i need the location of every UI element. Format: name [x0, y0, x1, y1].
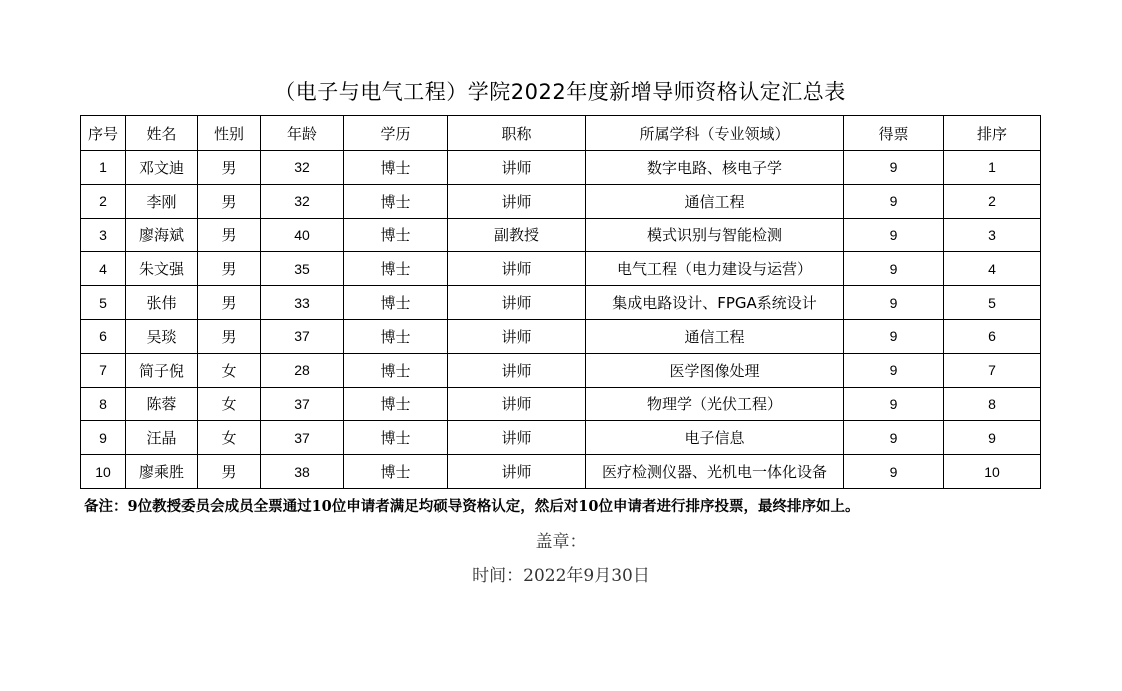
cell-degree: 博士: [344, 421, 448, 455]
cell-degree: 博士: [344, 286, 448, 320]
cell-discipline: 医学图像处理: [586, 353, 844, 387]
cell-rank: 1: [944, 151, 1041, 185]
table-row: [81, 151, 1041, 185]
cell-votes: 9: [844, 286, 944, 320]
cell-name: 张伟: [126, 286, 198, 320]
table-row: [81, 218, 1041, 252]
cell-degree: 博士: [344, 151, 448, 185]
cell-rank: 10: [944, 455, 1041, 489]
cell-discipline: 通信工程: [586, 184, 844, 218]
cell-gender: 男: [198, 184, 261, 218]
table-row: [81, 286, 1041, 320]
cell-age: 37: [261, 319, 344, 353]
cell-index: 4: [81, 252, 126, 286]
header-name: 姓名: [126, 116, 198, 151]
cell-title: 讲师: [448, 286, 586, 320]
cell-age: 32: [261, 151, 344, 185]
cell-votes: 9: [844, 151, 944, 185]
seal-label: 盖章：: [535, 532, 587, 552]
cell-index: 2: [81, 184, 126, 218]
cell-name: 朱文强: [126, 252, 198, 286]
header-rank: 排序: [944, 116, 1041, 151]
cell-title: 讲师: [448, 353, 586, 387]
cell-rank: 6: [944, 319, 1041, 353]
table-row: [81, 319, 1041, 353]
advisor-summary-table: [80, 115, 1041, 489]
cell-votes: 9: [844, 387, 944, 421]
cell-name: 汪晶: [126, 421, 198, 455]
date-label: 时间：2022年9月30日: [472, 566, 650, 586]
cell-rank: 9: [944, 421, 1041, 455]
cell-gender: 女: [198, 421, 261, 455]
cell-discipline: 数字电路、核电子学: [586, 151, 844, 185]
header-discipline: 所属学科（专业领域）: [586, 116, 844, 151]
cell-age: 33: [261, 286, 344, 320]
cell-votes: 9: [844, 353, 944, 387]
cell-age: 37: [261, 421, 344, 455]
cell-gender: 男: [198, 252, 261, 286]
table-row: [81, 184, 1041, 218]
cell-degree: 博士: [344, 184, 448, 218]
table-body: [81, 151, 1041, 489]
header-votes: 得票: [844, 116, 944, 151]
cell-index: 9: [81, 421, 126, 455]
table-row: [81, 455, 1041, 489]
document-title: （电子与电气工程）学院2022年度新增导师资格认定汇总表: [274, 80, 846, 104]
cell-title: 讲师: [448, 421, 586, 455]
cell-rank: 2: [944, 184, 1041, 218]
remark-note: 备注：9位教授委员会成员全票通过10位申请者满足均硕导资格认定，然后对10位申请者进行排序投票，最终排序如上。: [84, 498, 860, 515]
header-degree: 学历: [344, 116, 448, 151]
cell-age: 37: [261, 387, 344, 421]
cell-gender: 女: [198, 353, 261, 387]
cell-title: 讲师: [448, 151, 586, 185]
cell-title: 讲师: [448, 319, 586, 353]
cell-index: 10: [81, 455, 126, 489]
cell-degree: 博士: [344, 218, 448, 252]
cell-gender: 女: [198, 387, 261, 421]
cell-title: 讲师: [448, 455, 586, 489]
cell-title: 讲师: [448, 387, 586, 421]
cell-age: 38: [261, 455, 344, 489]
cell-name: 邓文迪: [126, 151, 198, 185]
cell-name: 李刚: [126, 184, 198, 218]
cell-rank: 8: [944, 387, 1041, 421]
cell-degree: 博士: [344, 319, 448, 353]
cell-votes: 9: [844, 184, 944, 218]
cell-discipline: 电子信息: [586, 421, 844, 455]
cell-index: 5: [81, 286, 126, 320]
cell-gender: 男: [198, 319, 261, 353]
cell-discipline: 物理学（光伏工程）: [586, 387, 844, 421]
cell-degree: 博士: [344, 353, 448, 387]
cell-discipline: 模式识别与智能检测: [586, 218, 844, 252]
cell-degree: 博士: [344, 252, 448, 286]
cell-degree: 博士: [344, 387, 448, 421]
cell-discipline: 通信工程: [586, 319, 844, 353]
cell-index: 7: [81, 353, 126, 387]
header-age: 年龄: [261, 116, 344, 151]
cell-title: 讲师: [448, 184, 586, 218]
cell-rank: 4: [944, 252, 1041, 286]
cell-age: 40: [261, 218, 344, 252]
cell-discipline: 医疗检测仪器、光机电一体化设备: [586, 455, 844, 489]
cell-index: 8: [81, 387, 126, 421]
cell-name: 廖乘胜: [126, 455, 198, 489]
cell-index: 6: [81, 319, 126, 353]
cell-name: 廖海斌: [126, 218, 198, 252]
cell-name: 陈蓉: [126, 387, 198, 421]
cell-title: 副教授: [448, 218, 586, 252]
cell-votes: 9: [844, 455, 944, 489]
cell-index: 1: [81, 151, 126, 185]
table-row: [81, 252, 1041, 286]
cell-rank: 3: [944, 218, 1041, 252]
header-index: 序号: [81, 116, 126, 151]
table-header-row: [81, 116, 1041, 151]
cell-title: 讲师: [448, 252, 586, 286]
cell-votes: 9: [844, 218, 944, 252]
cell-name: 吴琰: [126, 319, 198, 353]
cell-rank: 7: [944, 353, 1041, 387]
header-title: 职称: [448, 116, 586, 151]
cell-index: 3: [81, 218, 126, 252]
cell-gender: 男: [198, 455, 261, 489]
cell-age: 35: [261, 252, 344, 286]
table-row: [81, 421, 1041, 455]
cell-age: 32: [261, 184, 344, 218]
header-gender: 性别: [198, 116, 261, 151]
cell-name: 简子倪: [126, 353, 198, 387]
cell-votes: 9: [844, 319, 944, 353]
table-row: [81, 387, 1041, 421]
cell-votes: 9: [844, 421, 944, 455]
cell-discipline: 集成电路设计、FPGA系统设计: [586, 286, 844, 320]
cell-gender: 男: [198, 286, 261, 320]
cell-gender: 男: [198, 151, 261, 185]
cell-rank: 5: [944, 286, 1041, 320]
cell-gender: 男: [198, 218, 261, 252]
table-row: [81, 353, 1041, 387]
cell-votes: 9: [844, 252, 944, 286]
cell-degree: 博士: [344, 455, 448, 489]
cell-age: 28: [261, 353, 344, 387]
cell-discipline: 电气工程（电力建设与运营）: [586, 252, 844, 286]
